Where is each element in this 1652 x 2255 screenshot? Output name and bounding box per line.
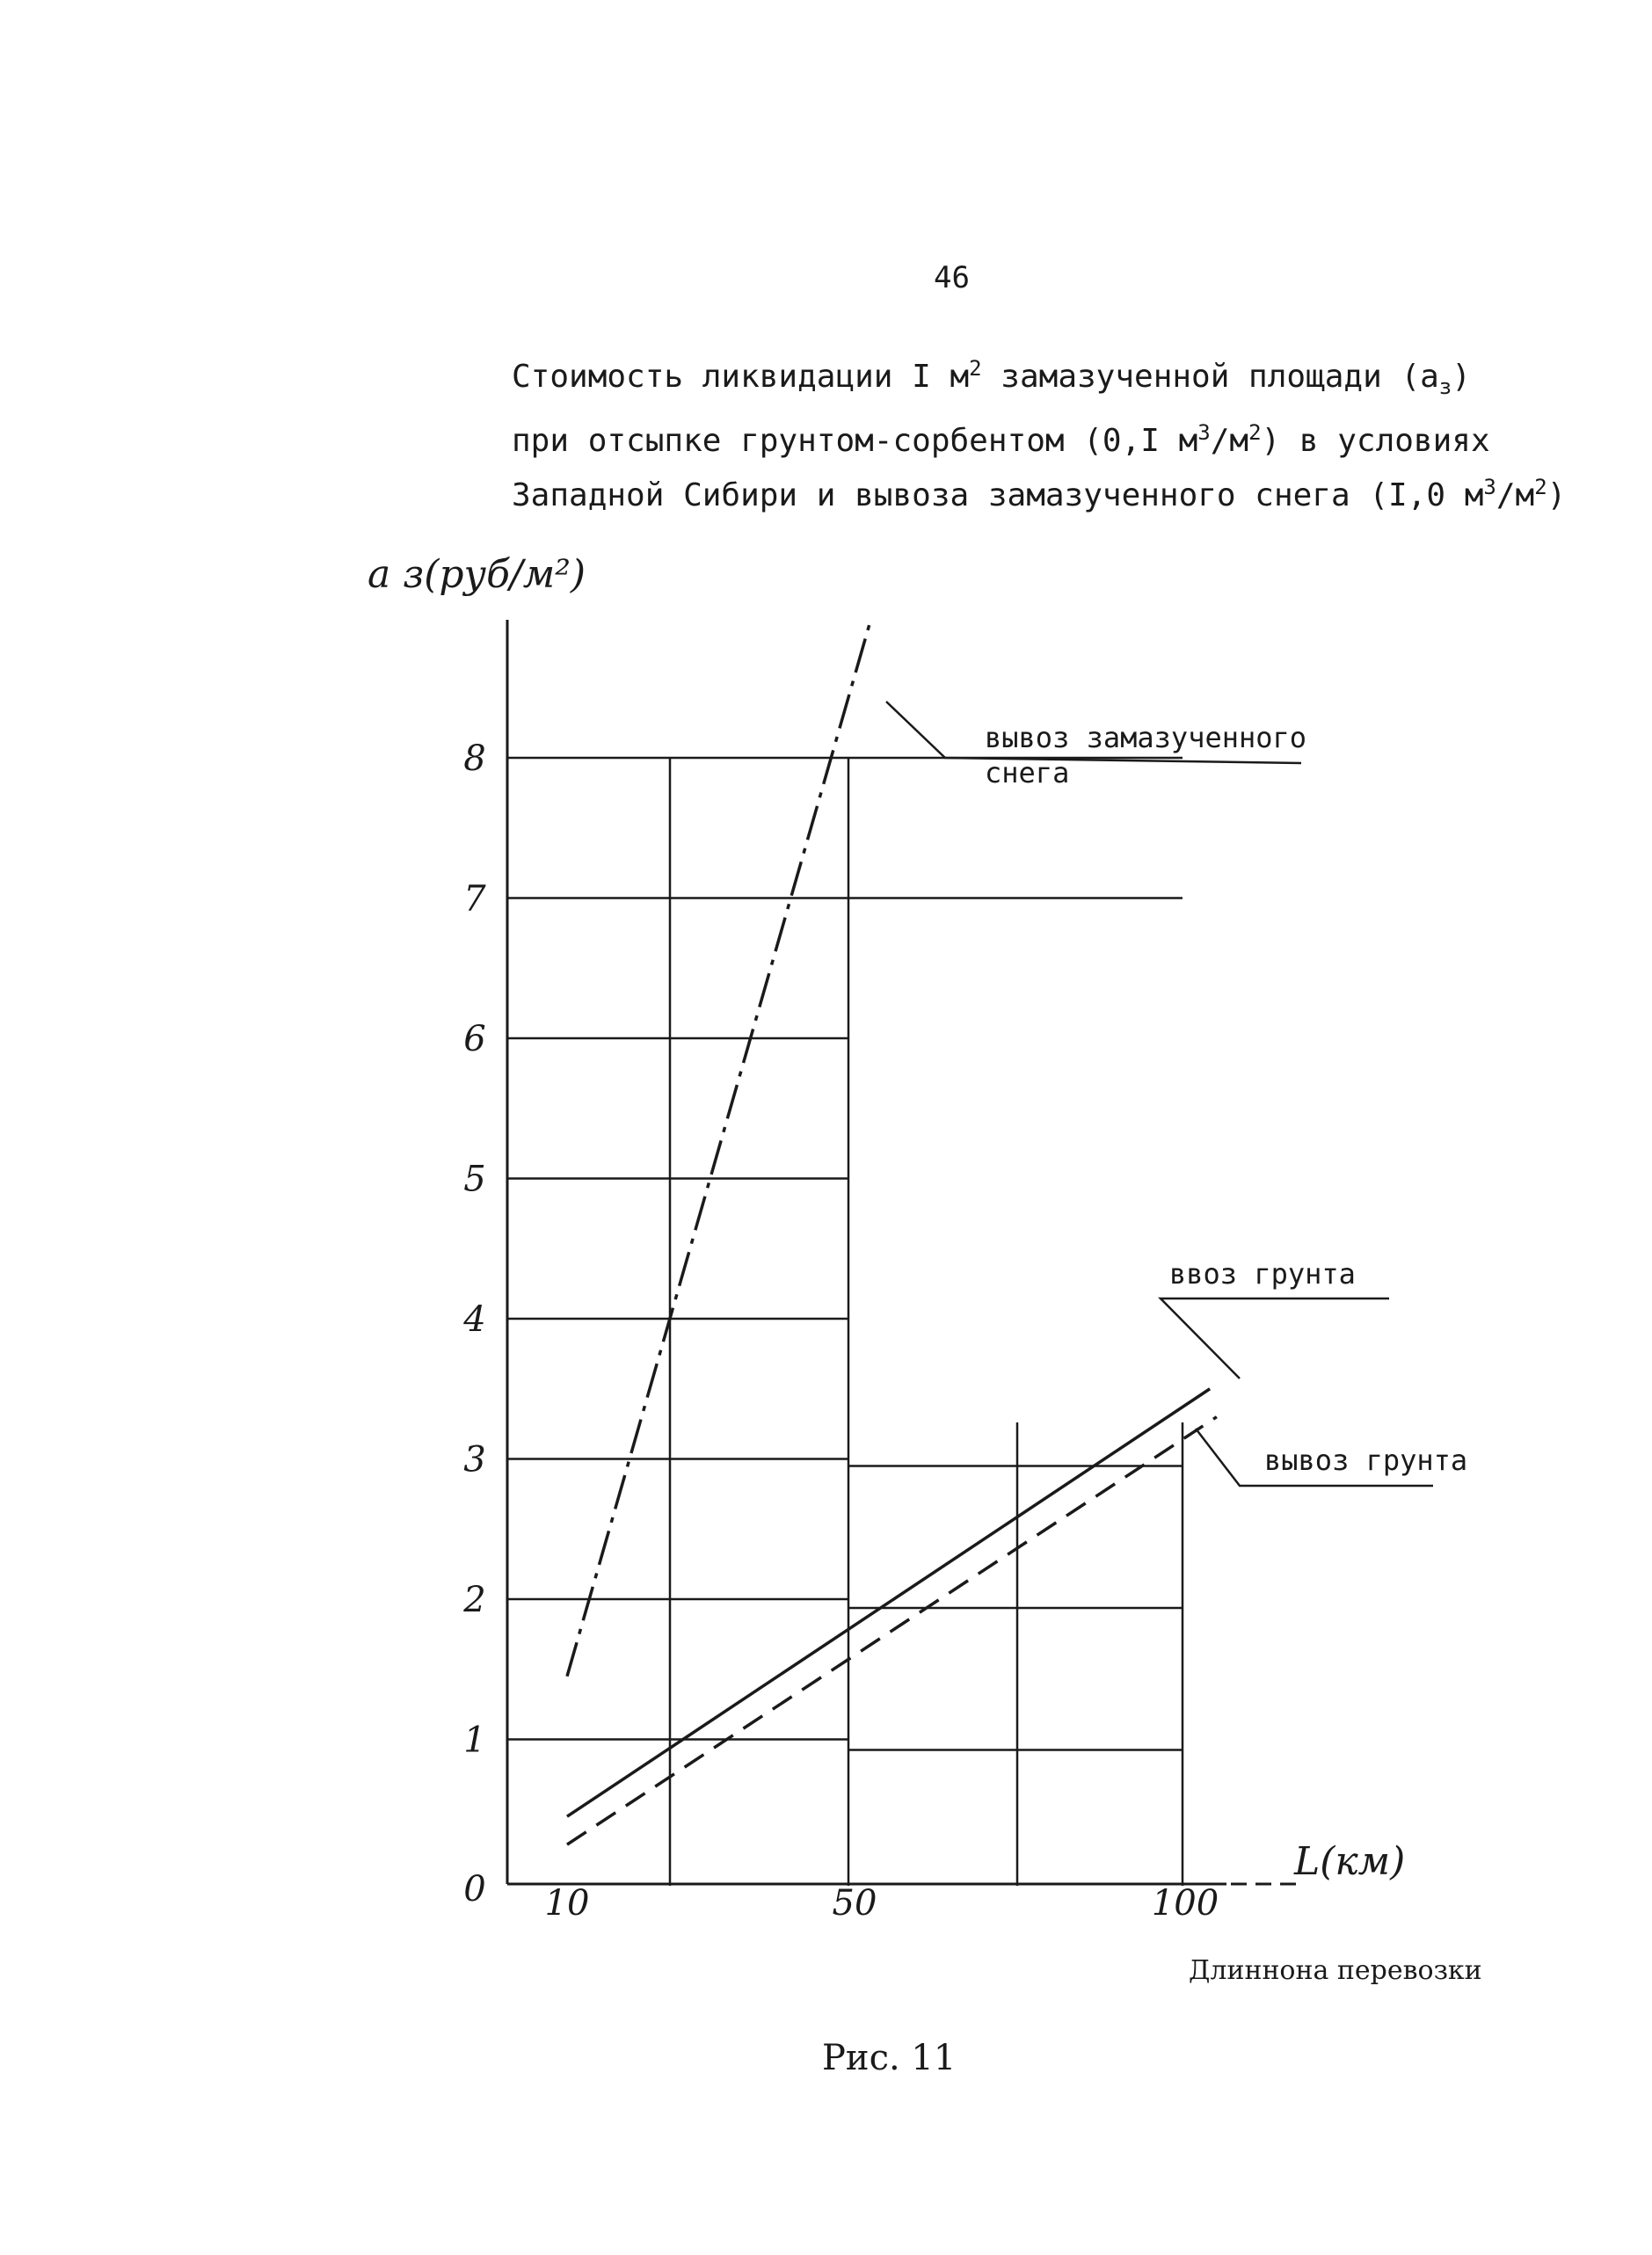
series-line-3	[567, 1417, 1217, 1844]
y-tick-label-5: 5	[463, 1159, 486, 1200]
series-layer	[567, 618, 1433, 1845]
series-line-2	[567, 1389, 1210, 1816]
series-label-1-line-2: снега	[985, 756, 1070, 789]
series-leader-2	[1161, 1298, 1389, 1378]
y-tick-label-2: 2	[463, 1580, 486, 1620]
y-tick-label-8: 8	[463, 738, 486, 779]
figure-label: Рис. 11	[822, 2038, 957, 2078]
grid-layer	[507, 758, 1183, 1886]
series-label-1-line-1: вывоз замазученного	[985, 721, 1307, 754]
x-axis-label: L(км)	[1294, 1839, 1406, 1884]
title-line-2: при отсыпке грунтом-сорбентом (0,I $м^3/м^2$) в условиях	[512, 420, 1490, 460]
y-tick-label-6: 6	[463, 1019, 486, 1059]
x-tick-label-50: 50	[832, 1883, 877, 1924]
series-label-2: ввоз грунта	[1169, 1257, 1356, 1291]
footer-caption: Длиннона перевозки	[1189, 1955, 1482, 1986]
series-line-1	[567, 618, 871, 1677]
series-label-3: вывоз грунта	[1264, 1444, 1468, 1477]
page-number: 46	[934, 260, 970, 295]
y-tick-label-7: 7	[463, 878, 486, 920]
y-axis-label: а з(руб/м²)	[368, 552, 586, 597]
title-line-1: Стоимость ликвидации I $м^2$ замазученной площади $(а_з)$	[512, 356, 1471, 400]
x-tick-label-10: 10	[544, 1883, 590, 1924]
x-tick-label-100: 100	[1151, 1883, 1219, 1924]
y-tick-label-4: 4	[463, 1299, 486, 1340]
title-line-3: Западной Сибири и вывоза замазученного снега (I,0 $м^3/м^2$)	[512, 475, 1567, 514]
y-tick-label-1: 1	[463, 1720, 486, 1761]
y-tick-label-0: 0	[463, 1869, 486, 1909]
y-tick-label-3: 3	[463, 1439, 486, 1480]
